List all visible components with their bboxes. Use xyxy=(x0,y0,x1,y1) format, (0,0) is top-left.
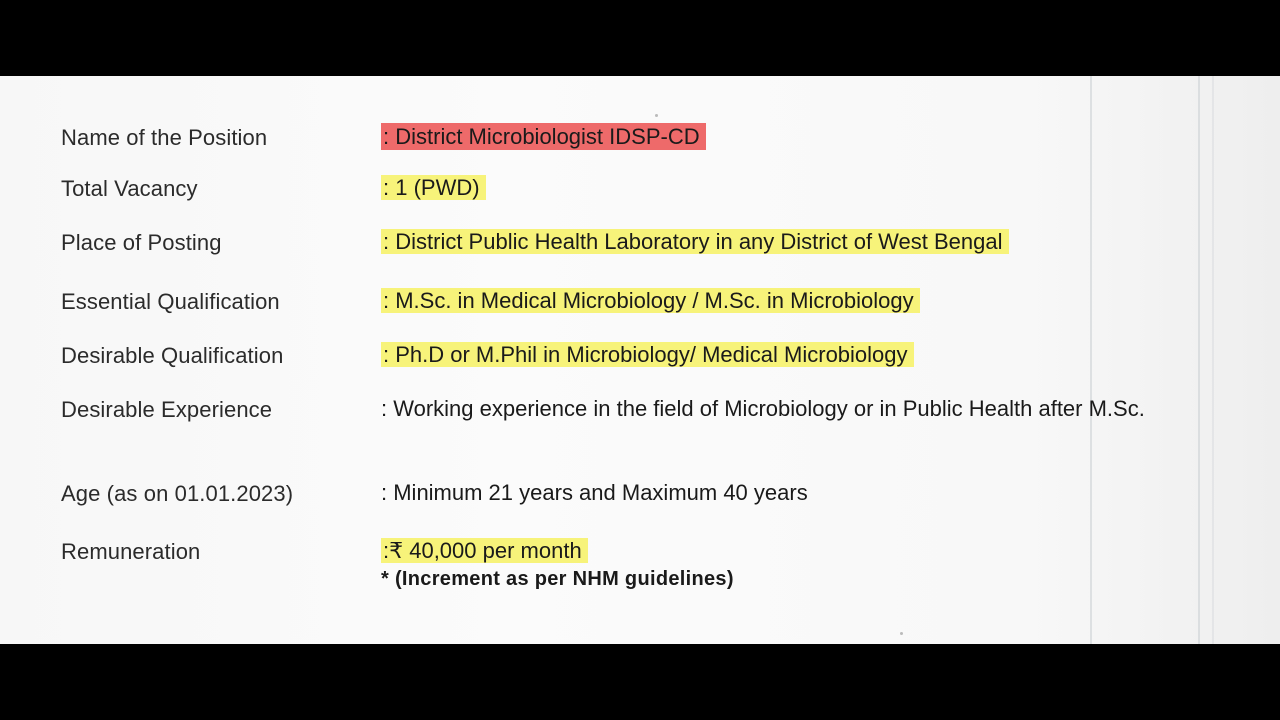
label-essential: Essential Qualification xyxy=(61,289,280,314)
label-position: Name of the Position xyxy=(61,125,268,150)
value-essential-wrap xyxy=(381,287,920,315)
value-experience: : Working experience in the field of Microbiology or in Public Health after M.Sc. xyxy=(381,396,1145,421)
paper-speck xyxy=(655,114,658,117)
document-page xyxy=(0,76,1280,644)
value-position: : District Microbiologist IDSP-CD xyxy=(381,123,706,150)
paper-fold-line xyxy=(1198,76,1200,644)
label-posting: Place of Posting xyxy=(61,230,222,255)
label-remuneration: Remuneration xyxy=(61,539,201,564)
value-posting-wrap xyxy=(381,228,1009,256)
value-desirable-qual: : Ph.D or M.Phil in Microbiology/ Medical Microbiology xyxy=(381,342,914,367)
paper-speck xyxy=(900,632,903,635)
remuneration-note: * (Increment as per NHM guidelines) xyxy=(381,568,734,590)
value-vacancy: : 1 (PWD) xyxy=(381,175,486,200)
value-age: : Minimum 21 years and Maximum 40 years xyxy=(381,480,808,505)
value-essential: : M.Sc. in Medical Microbiology / M.Sc. in Microbiology xyxy=(381,288,920,313)
label-vacancy: Total Vacancy xyxy=(61,176,198,201)
value-posting: : District Public Health Laboratory in any District of West Bengal xyxy=(381,229,1009,254)
value-vacancy-wrap xyxy=(381,174,486,202)
value-remuneration: :₹ 40,000 per month xyxy=(381,538,588,563)
value-position-wrap xyxy=(381,123,706,151)
value-desirable-qual-wrap xyxy=(381,341,914,369)
label-age: Age (as on 01.01.2023) xyxy=(61,481,294,506)
value-remuneration-wrap xyxy=(381,537,734,593)
paper-fold-line xyxy=(1090,76,1092,644)
label-desirable-qual: Desirable Qualification xyxy=(61,343,284,368)
label-experience: Desirable Experience xyxy=(61,397,273,422)
paper-fold-line xyxy=(1212,76,1214,644)
